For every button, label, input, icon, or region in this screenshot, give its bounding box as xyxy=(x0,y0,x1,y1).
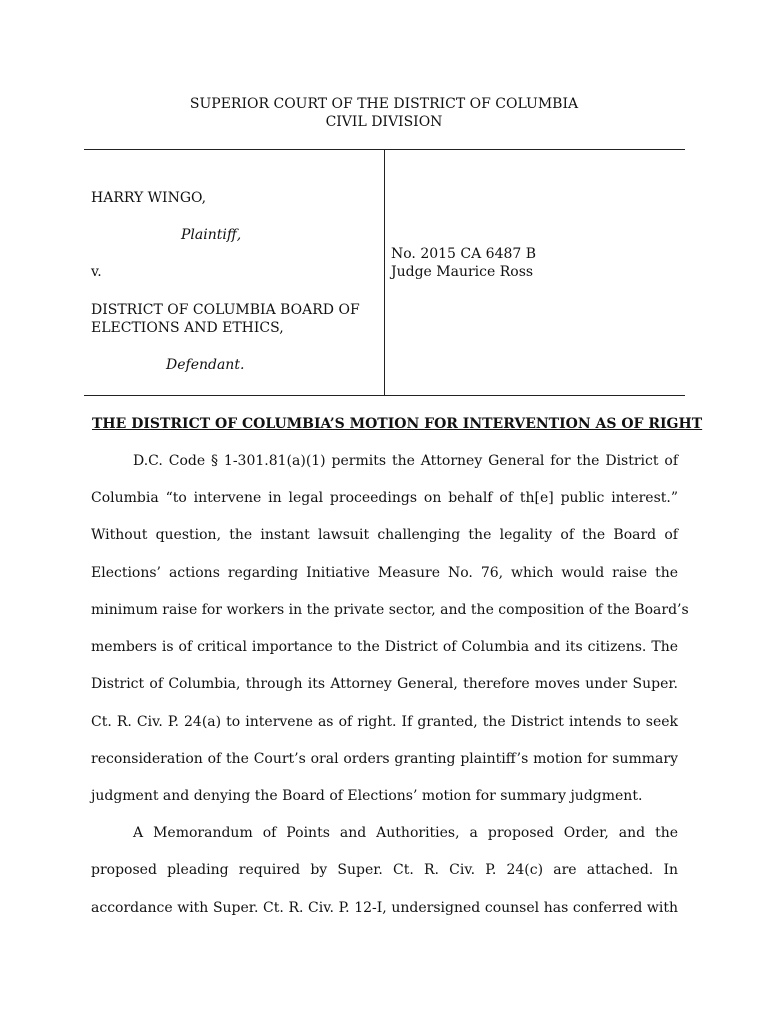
body-line: reconsideration of the Court’s oral orders granting plaintiff’s motion for summary xyxy=(91,751,678,767)
body-line: accordance with Super. Ct. R. Civ. P. 12-I, undersigned counsel has conferred with xyxy=(91,900,678,916)
body-line: minimum raise for workers in the private sector, and the composition of the Board’s xyxy=(91,602,689,618)
body-line: District of Columbia, through its Attorney General, therefore moves under Super. xyxy=(91,676,678,692)
body-line: judgment and denying the Board of Elections’ motion for summary judgment. xyxy=(91,788,643,804)
body-line: members is of critical importance to the District of Columbia and its citizens. The xyxy=(91,639,678,655)
defendant-name-line1: DISTRICT OF COLUMBIA BOARD OF xyxy=(91,302,360,318)
versus-label: v. xyxy=(91,264,102,280)
caption-divider xyxy=(384,149,385,395)
court-header xyxy=(0,95,768,131)
plaintiff-role: Plaintiff, xyxy=(181,227,242,243)
case-number: No. 2015 CA 6487 B xyxy=(391,246,537,262)
caption-bottom-rule xyxy=(84,395,685,396)
body-line: Elections’ actions regarding Initiative Measure No. 76, which would raise the xyxy=(91,565,678,581)
body-line: Ct. R. Civ. P. 24(a) to intervene as of right. If granted, the District intends to seek xyxy=(91,714,678,730)
defendant-name-line2: ELECTIONS AND ETHICS, xyxy=(91,320,284,336)
body-line: Columbia “to intervene in legal proceedings on behalf of th[e] public interest.” xyxy=(91,490,678,506)
motion-title: THE DISTRICT OF COLUMBIA’S MOTION FOR INTERVENTION AS OF RIGHT xyxy=(92,416,703,432)
court-name: SUPERIOR COURT OF THE DISTRICT OF COLUMBIA xyxy=(189,96,579,112)
body-line: D.C. Code § 1-301.81(a)(1) permits the Attorney General for the District of xyxy=(133,453,678,469)
plaintiff-name: HARRY WINGO, xyxy=(91,190,207,206)
judge-name: Judge Maurice Ross xyxy=(391,264,534,280)
defendant-role: Defendant. xyxy=(166,357,245,373)
court-division: CIVIL DIVISION xyxy=(325,114,443,130)
body-line: proposed pleading required by Super. Ct. R. Civ. P. 24(c) are attached. In xyxy=(91,862,678,878)
body-line: A Memorandum of Points and Authorities, a proposed Order, and the xyxy=(133,825,678,841)
body-line: Without question, the instant lawsuit challenging the legality of the Board of xyxy=(91,527,678,543)
